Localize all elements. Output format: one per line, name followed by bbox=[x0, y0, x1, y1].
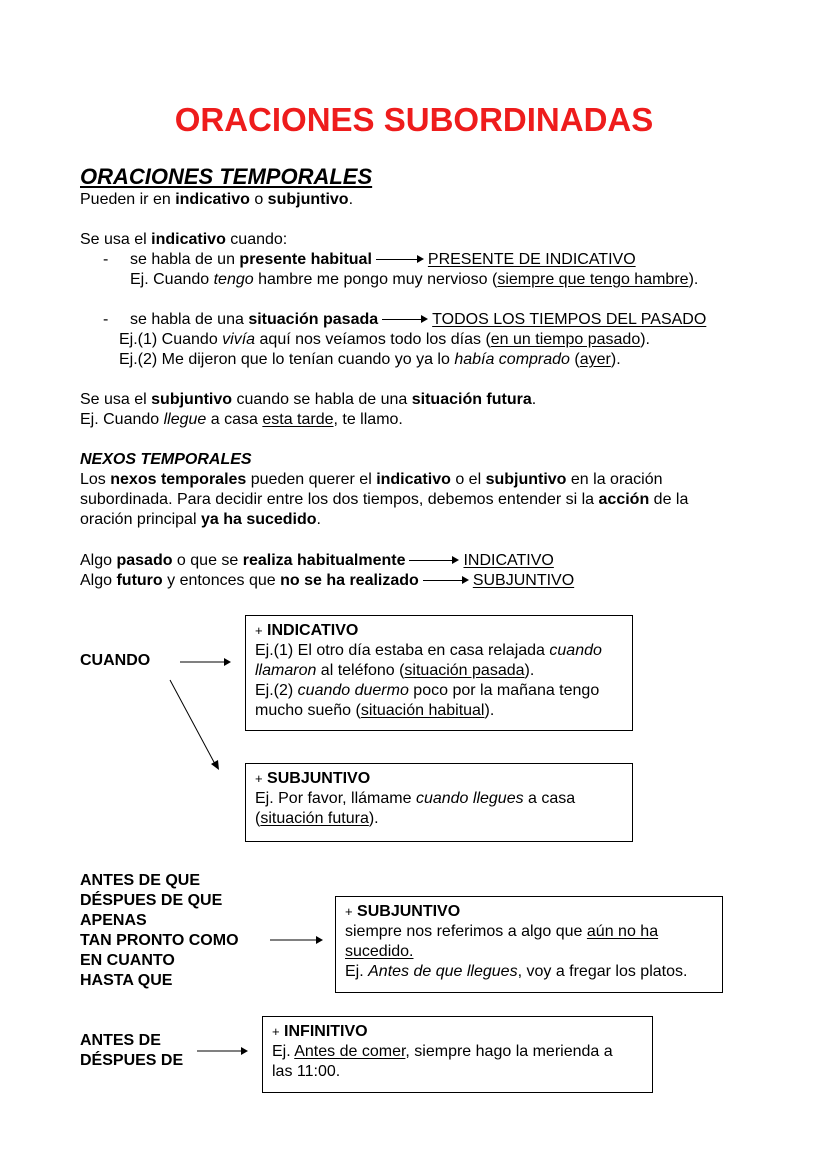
text-segment: ( bbox=[255, 810, 261, 827]
text-segment: Los bbox=[80, 471, 111, 488]
text-segment: y entonces que bbox=[162, 572, 281, 589]
text-segment: se habla de una bbox=[130, 311, 249, 328]
text-segment: Ej.(2) Me dijeron que lo tenían cuando yo ya lo bbox=[119, 351, 455, 368]
text-segment: SUBJUNTIVO bbox=[472, 572, 575, 589]
text-segment: ). bbox=[640, 331, 650, 348]
text-segment: Ej. Por favor, llámame bbox=[255, 790, 416, 807]
text-segment: TODOS LOS TIEMPOS DEL PASADO bbox=[432, 311, 707, 328]
text-segment: llegue bbox=[163, 411, 207, 428]
text-segment: sucedido. bbox=[345, 943, 414, 960]
text-segment: cuando: bbox=[225, 231, 288, 248]
text-segment: subjuntivo bbox=[267, 191, 349, 208]
subjunctive-when-line bbox=[80, 390, 536, 410]
text-segment: Antes de comer bbox=[294, 1043, 406, 1060]
text-segment: situación futura bbox=[411, 391, 532, 408]
nexos-text-2 bbox=[80, 490, 688, 510]
arrow-right-icon bbox=[376, 255, 424, 265]
text-segment: cuando duermo bbox=[297, 682, 409, 699]
text-segment: ( bbox=[569, 351, 580, 368]
habitual-example bbox=[130, 270, 698, 290]
text-segment: cuando llegues bbox=[415, 790, 524, 807]
text-segment: al teléfono ( bbox=[316, 662, 405, 679]
text-segment: no se ha realizado bbox=[280, 572, 419, 589]
box-heading bbox=[255, 769, 623, 789]
text-segment: esta tarde bbox=[262, 411, 334, 428]
past-example-2 bbox=[119, 350, 621, 370]
conjunction-item: DÉSPUES DE QUE bbox=[80, 892, 223, 909]
text-segment: pasado bbox=[116, 552, 173, 569]
bullet-dash: - bbox=[103, 251, 109, 268]
text-segment: Algo bbox=[80, 552, 117, 569]
text-segment: situación futura bbox=[260, 810, 369, 827]
cuando-label: CUANDO bbox=[80, 652, 151, 669]
conjunction-item: APENAS bbox=[80, 912, 147, 929]
box-heading bbox=[255, 621, 623, 641]
text-segment: indicativo bbox=[376, 471, 451, 488]
box-line bbox=[345, 962, 713, 982]
box-line bbox=[345, 942, 713, 962]
box-line bbox=[255, 661, 623, 681]
text-segment: Ej.(1) El otro día estaba en casa relajada bbox=[255, 642, 550, 659]
text-segment: pueden querer el bbox=[246, 471, 377, 488]
conjunction-item: HASTA QUE bbox=[80, 972, 173, 989]
text-segment: INDICATIVO bbox=[463, 552, 554, 569]
text-segment: Algo bbox=[80, 572, 117, 589]
arrow-right-icon bbox=[382, 315, 428, 325]
arrow-right-icon bbox=[180, 657, 232, 667]
subjunctive-box bbox=[245, 763, 633, 842]
conjunction-item: EN CUANTO bbox=[80, 952, 175, 969]
indicative-box bbox=[245, 615, 633, 731]
text-segment: Ej. Cuando bbox=[130, 271, 214, 288]
box-title: SUBJUNTIVO bbox=[267, 770, 371, 787]
intro-line bbox=[80, 190, 353, 210]
text-segment: en la oración bbox=[566, 471, 663, 488]
text-segment: cuando se habla de una bbox=[232, 391, 412, 408]
text-segment: o el bbox=[450, 471, 486, 488]
conjunction-item: DÉSPUES DE bbox=[80, 1052, 184, 1069]
text-segment: indicativo bbox=[151, 231, 226, 248]
plus-sign: + bbox=[255, 771, 263, 786]
box-title: SUBJUNTIVO bbox=[357, 903, 461, 920]
text-segment: Ej. bbox=[345, 963, 369, 980]
text-segment: aquí nos veíamos todo los días ( bbox=[255, 331, 491, 348]
text-segment: cuando bbox=[549, 642, 602, 659]
text-segment: en un tiempo pasado bbox=[490, 331, 641, 348]
text-segment: ). bbox=[524, 662, 535, 679]
box-line bbox=[255, 641, 623, 661]
text-segment: o que se bbox=[172, 552, 243, 569]
text-segment: se habla de un bbox=[130, 251, 240, 268]
page-title: ORACIONES SUBORDINADAS bbox=[174, 101, 654, 138]
conjunction-item: ANTES DE bbox=[80, 1032, 161, 1049]
text-segment: llamaron bbox=[255, 662, 317, 679]
text-segment: futuro bbox=[116, 572, 163, 589]
text-segment: Se usa el bbox=[80, 391, 152, 408]
nexos-text-1 bbox=[80, 470, 663, 490]
conjunction-item: ANTES DE QUE bbox=[80, 872, 201, 889]
text-segment: Antes de que llegues bbox=[368, 963, 518, 980]
text-segment: Pueden ir en bbox=[80, 191, 176, 208]
text-segment: vivía bbox=[222, 331, 256, 348]
text-segment: Se usa el bbox=[80, 231, 152, 248]
subjunctive-box-2 bbox=[335, 896, 723, 993]
text-segment: siempre que tengo hambre bbox=[497, 271, 689, 288]
arrow-right-icon bbox=[270, 935, 324, 945]
text-segment: acción bbox=[598, 491, 650, 508]
text-segment: ). bbox=[610, 351, 621, 368]
conjunction-item: TAN PRONTO COMO bbox=[80, 932, 239, 949]
arrow-diagonal-icon bbox=[165, 676, 225, 776]
text-segment: a casa bbox=[206, 411, 263, 428]
text-segment: . bbox=[316, 511, 321, 528]
text-segment: hambre me pongo muy nervioso ( bbox=[253, 271, 498, 288]
arrow-right-icon bbox=[409, 556, 459, 566]
text-segment: oración principal bbox=[80, 511, 201, 528]
nexos-heading bbox=[80, 450, 252, 470]
box-line bbox=[345, 922, 713, 942]
text-segment: mucho sueño ( bbox=[255, 702, 361, 719]
plus-sign: + bbox=[255, 623, 263, 638]
text-segment: presente habitual bbox=[239, 251, 372, 268]
text-segment: las 11:00. bbox=[272, 1063, 341, 1080]
box-line bbox=[255, 701, 623, 721]
box-title: INFINITIVO bbox=[284, 1023, 368, 1040]
preposition-list bbox=[80, 1031, 183, 1071]
text-segment: poco por la mañana tengo bbox=[408, 682, 600, 699]
past-rule-line bbox=[80, 551, 554, 571]
text-segment: nexos temporales bbox=[110, 471, 247, 488]
conjunction-list bbox=[80, 871, 239, 991]
text-segment: ). bbox=[368, 810, 379, 827]
text-segment: . bbox=[348, 191, 354, 208]
text-segment: Ej. Cuando bbox=[80, 411, 164, 428]
text-segment: siempre nos referimos a algo que bbox=[345, 923, 587, 940]
text-segment: situación pasada bbox=[404, 662, 525, 679]
text-segment: ya ha sucedido bbox=[200, 511, 317, 528]
text-segment: , te llamo. bbox=[333, 411, 403, 428]
box-line bbox=[255, 681, 623, 701]
box-heading bbox=[345, 902, 713, 922]
text-segment: subordinada. Para decidir entre los dos tiempos, debemos entender si la bbox=[80, 491, 599, 508]
text-segment: indicativo bbox=[175, 191, 250, 208]
infinitive-box bbox=[262, 1016, 653, 1093]
text-segment: tengo bbox=[213, 271, 254, 288]
past-situation-line bbox=[130, 310, 706, 330]
plus-sign: + bbox=[272, 1024, 280, 1039]
text-segment: había comprado bbox=[454, 351, 570, 368]
subjunctive-example bbox=[80, 410, 403, 430]
box-title: INDICATIVO bbox=[267, 622, 359, 639]
text-segment: Ej.(1) Cuando bbox=[119, 331, 223, 348]
text-segment: ayer bbox=[579, 351, 611, 368]
text-segment: Ej.(2) bbox=[255, 682, 298, 699]
box-line bbox=[255, 789, 623, 809]
text-segment: , voy a fregar los platos. bbox=[517, 963, 688, 980]
box-line bbox=[272, 1062, 643, 1082]
text-segment: , siempre hago la merienda a bbox=[405, 1043, 613, 1060]
text-segment: ). bbox=[484, 702, 495, 719]
text-segment: subjuntivo bbox=[151, 391, 233, 408]
past-example-1 bbox=[119, 330, 650, 350]
box-line bbox=[255, 809, 623, 829]
arrow-right-icon bbox=[197, 1046, 249, 1056]
text-segment: o bbox=[249, 191, 268, 208]
text-segment: ). bbox=[688, 271, 699, 288]
text-segment: Ej. bbox=[272, 1043, 295, 1060]
text-segment: subjuntivo bbox=[485, 471, 567, 488]
text-segment: NEXOS TEMPORALES bbox=[80, 451, 252, 468]
text-segment: situación habitual bbox=[360, 702, 485, 719]
box-heading bbox=[272, 1022, 643, 1042]
indicative-when-line bbox=[80, 230, 287, 250]
box-line bbox=[272, 1042, 643, 1062]
nexos-text-3 bbox=[80, 510, 321, 530]
text-segment: de la bbox=[649, 491, 689, 508]
plus-sign: + bbox=[345, 904, 353, 919]
text-segment: a casa bbox=[523, 790, 576, 807]
text-segment: . bbox=[531, 391, 537, 408]
text-segment: aún no ha bbox=[586, 923, 659, 940]
text-segment: PRESENTE DE INDICATIVO bbox=[427, 251, 636, 268]
arrow-right-icon bbox=[423, 576, 469, 586]
future-rule-line bbox=[80, 571, 574, 591]
habitual-present-line bbox=[130, 250, 636, 270]
text-segment: situación pasada bbox=[248, 311, 379, 328]
section-heading: ORACIONES TEMPORALES bbox=[80, 164, 373, 189]
bullet-dash: - bbox=[103, 311, 109, 328]
text-segment: realiza habitualmente bbox=[242, 552, 406, 569]
